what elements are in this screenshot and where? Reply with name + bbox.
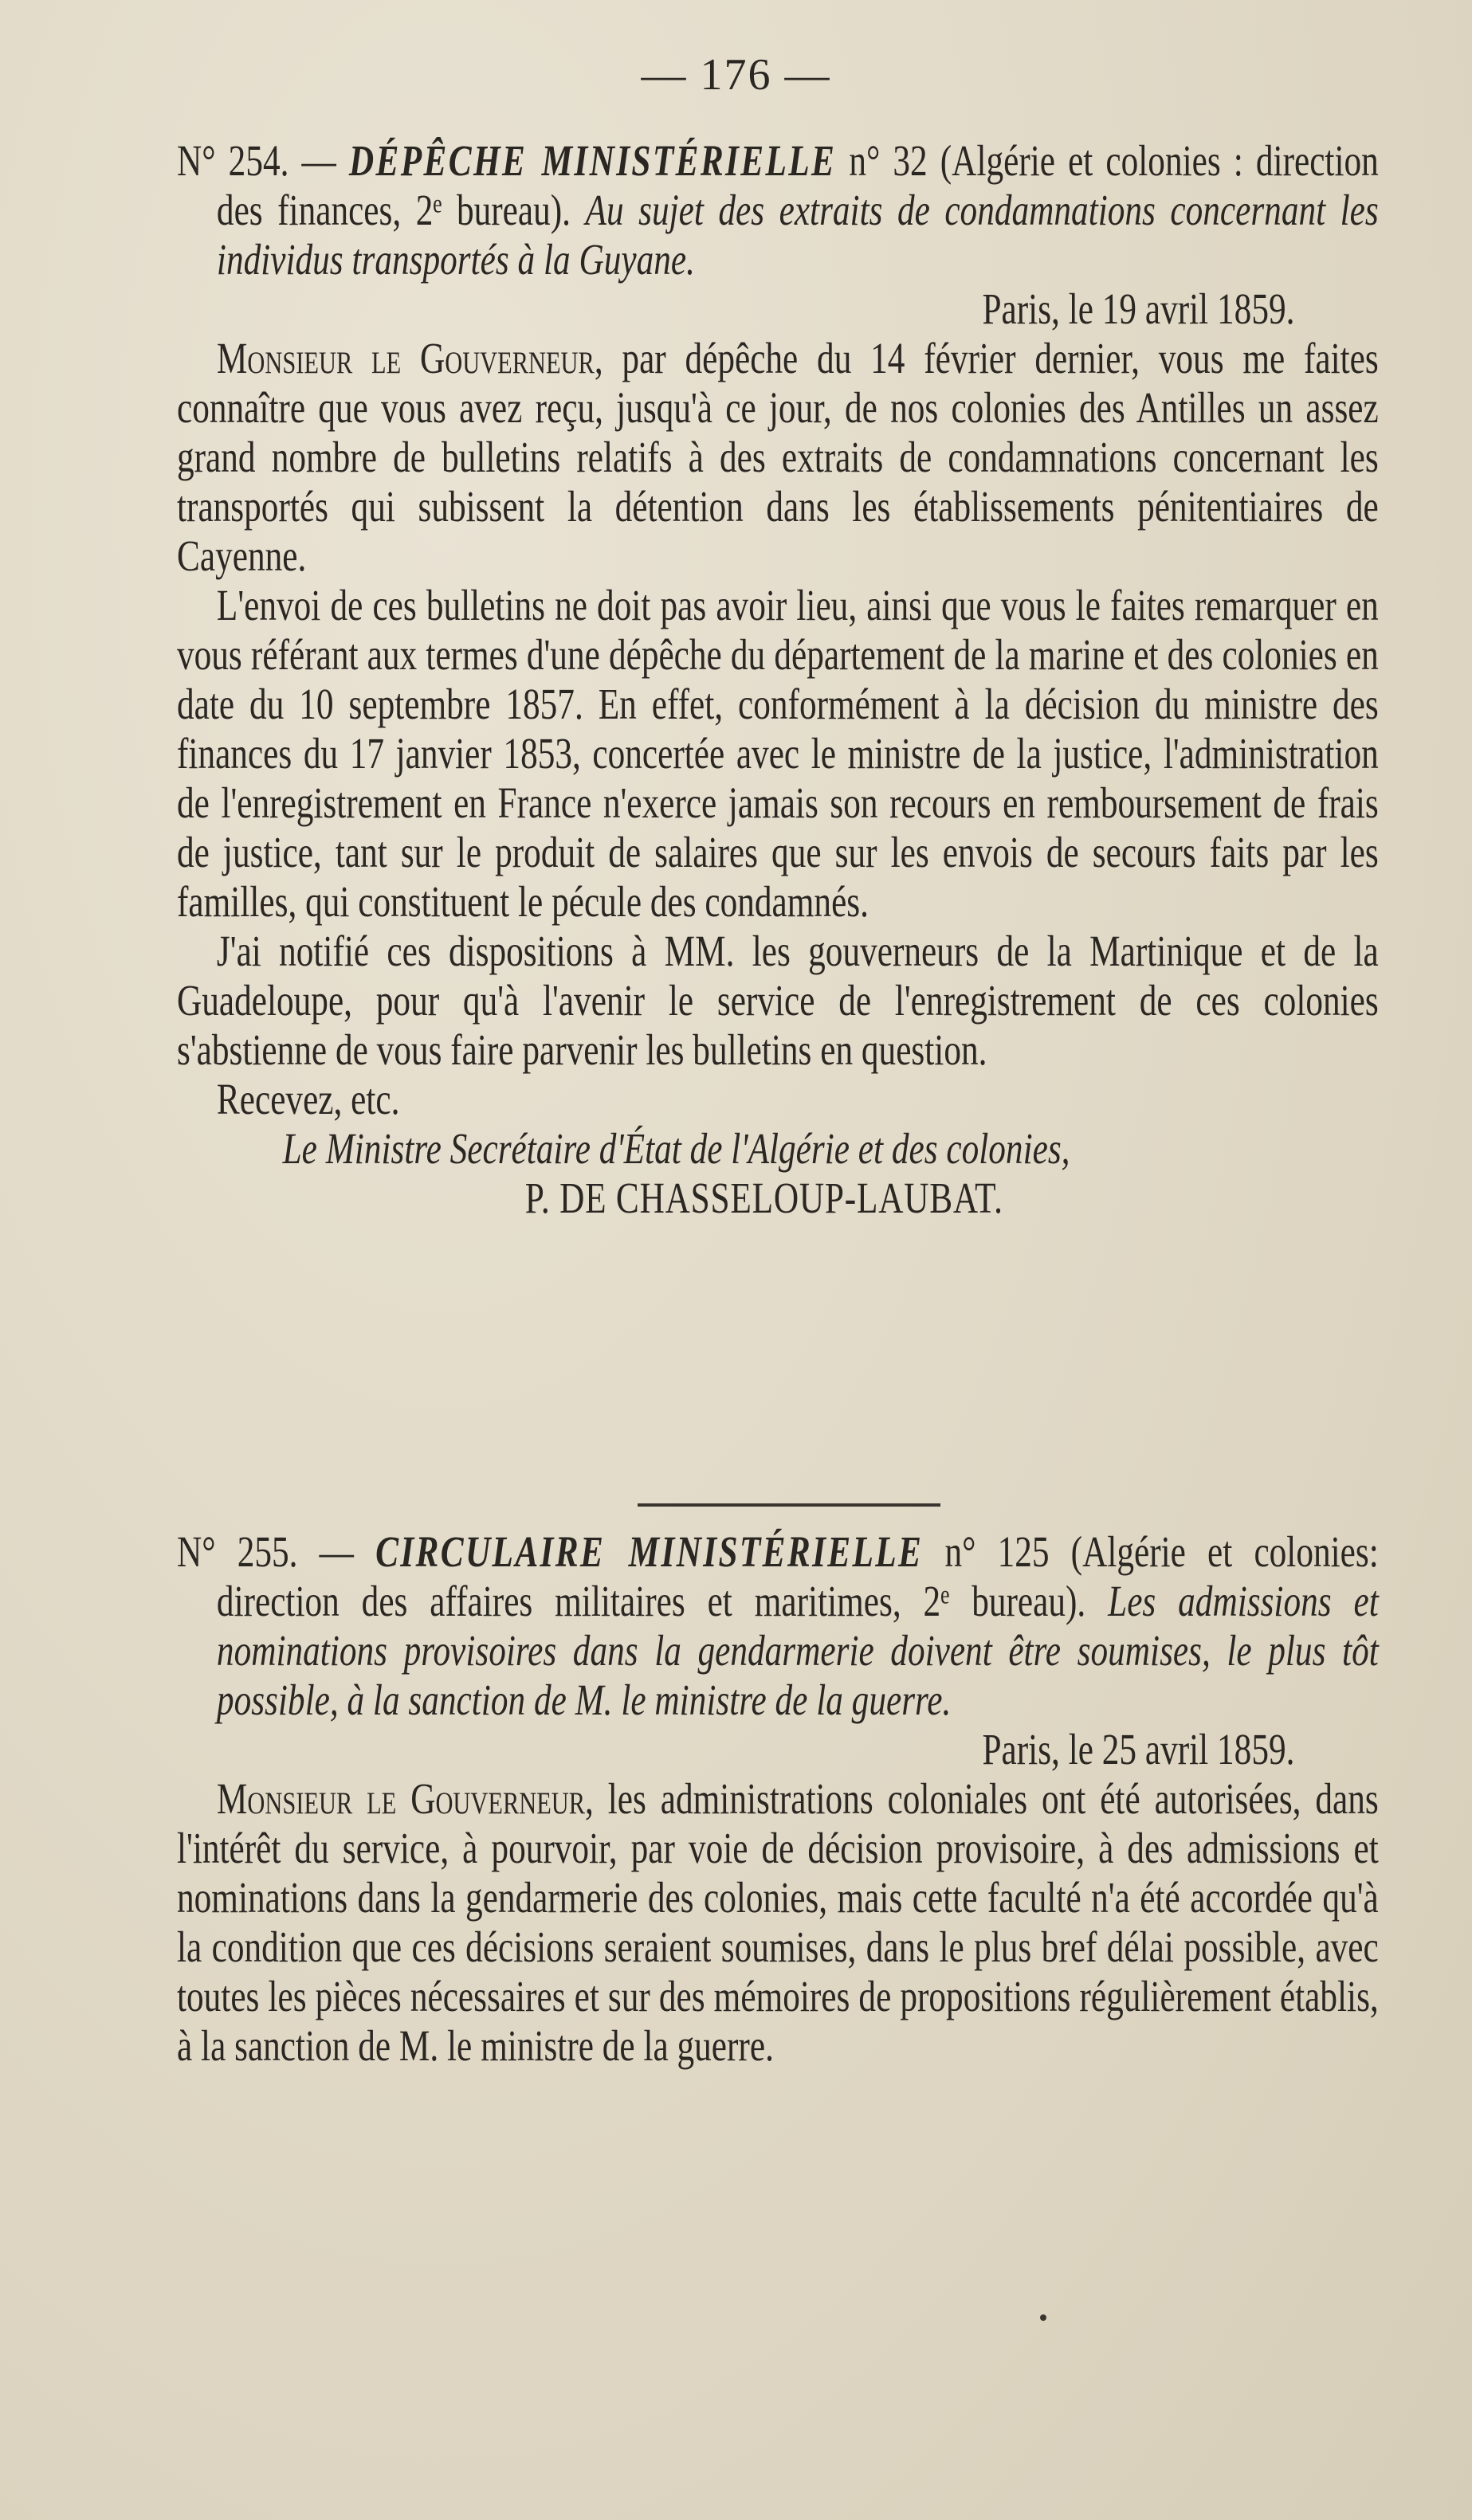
- document-254-paragraph-1: [177, 335, 1379, 582]
- document-254-closing: Recevez, etc.: [216, 1076, 400, 1124]
- document-254-signature-title: Le Ministre Secrétaire d'État de l'Algérie et des colonies,: [282, 1125, 1070, 1174]
- document-254-paragraph-2: L'envoi de ces bulletins ne doit pas avoir lieu, ainsi que vous le faites remarquer en vous référant aux termes d'une dépêche du département de la marine et des colonies en date du 10 septembre 1857. En effet, conformément à la décision du ministre des finances du 17 janvier 1853, concertée avec le ministre de la justice, l'administration de l'enregistrement en France n'exerce jamais son recours en remboursement de frais de justice, tant sur le produit de salaires que sur les envois de secours faits par les familles, qui constituent le pécule des condamnés.: [177, 582, 1379, 927]
- ink-speck: [1040, 2314, 1046, 2321]
- document-254-paragraph-1-text: , par dépêche du 14 février dernier, vous me faites connaître que vous avez reçu, jusqu'à ce jour, de nos colonies des Antilles un assez grand nombre de bulletins relatifs à des extraits de condamnations concernant les transportés qui subissent la détention dans les établissements pénitentiaires de Cayenne.: [177, 335, 1379, 581]
- document-255-reference: n° 125 (Algérie et colonies: direction des affaires militaires et maritimes, 2ᵉ bureau).: [216, 1528, 1379, 1626]
- document-254-number: N° 254. —: [177, 137, 336, 186]
- document-254: [177, 137, 1379, 1224]
- document-255-paragraph-1: [177, 1775, 1379, 2071]
- section-divider: [638, 1503, 940, 1507]
- document-255-salutation: Monsieur le Gouverneur: [216, 1775, 586, 1824]
- document-254-heading: [177, 137, 1379, 285]
- document-254-dateline: Paris, le 19 avril 1859.: [982, 285, 1295, 334]
- document-255-dateline: Paris, le 25 avril 1859.: [982, 1726, 1295, 1774]
- document-254-reference: n° 32 (Algérie et colonies : direction des finances, 2ᵉ bureau).: [216, 137, 1379, 235]
- document-254-subject: Au sujet des extraits de condamnations concernant les individus transportés à la Guyane.: [216, 186, 1379, 284]
- document-254-salutation: Monsieur le Gouverneur: [216, 335, 595, 383]
- document-255-type: CIRCULAIRE MINISTÉRIELLE: [375, 1528, 924, 1577]
- document-255-subject: Les admissions et nominations provisoires dans la gendarmerie doivent être soumises, le plus tôt possible, à la sanction de M. le ministre de la guerre.: [216, 1577, 1379, 1725]
- document-254-signature-name: P. DE CHASSELOUP-LAUBAT.: [524, 1174, 1003, 1223]
- document-255-paragraph-1-text: , les administrations coloniales ont été autorisées, dans l'intérêt du service, à pourvoir, par voie de décision provisoire, à des admissions et nominations dans la gendarmerie des colonies, mais cette faculté n'a été accordée qu'à la condition que ces décisions seraient soumises, dans le plus bref délai possible, avec toutes les pièces nécessaires et sur des mémoires de propositions régulièrement établis, à la sanction de M. le ministre de la guerre.: [177, 1775, 1379, 2071]
- document-254-paragraph-3: J'ai notifié ces dispositions à MM. les gouverneurs de la Martinique et de la Guadeloupe, pour qu'à l'avenir le service de l'enregistrement de ces colonies s'abstienne de vous faire parvenir les bulletins en question.: [177, 927, 1379, 1075]
- document-255-heading: [177, 1528, 1379, 1726]
- document-255-number: N° 255. —: [177, 1528, 354, 1577]
- document-255: [177, 1528, 1379, 2071]
- page-number: — 176 —: [641, 50, 831, 100]
- document-254-type: DÉPÊCHE MINISTÉRIELLE: [348, 137, 837, 186]
